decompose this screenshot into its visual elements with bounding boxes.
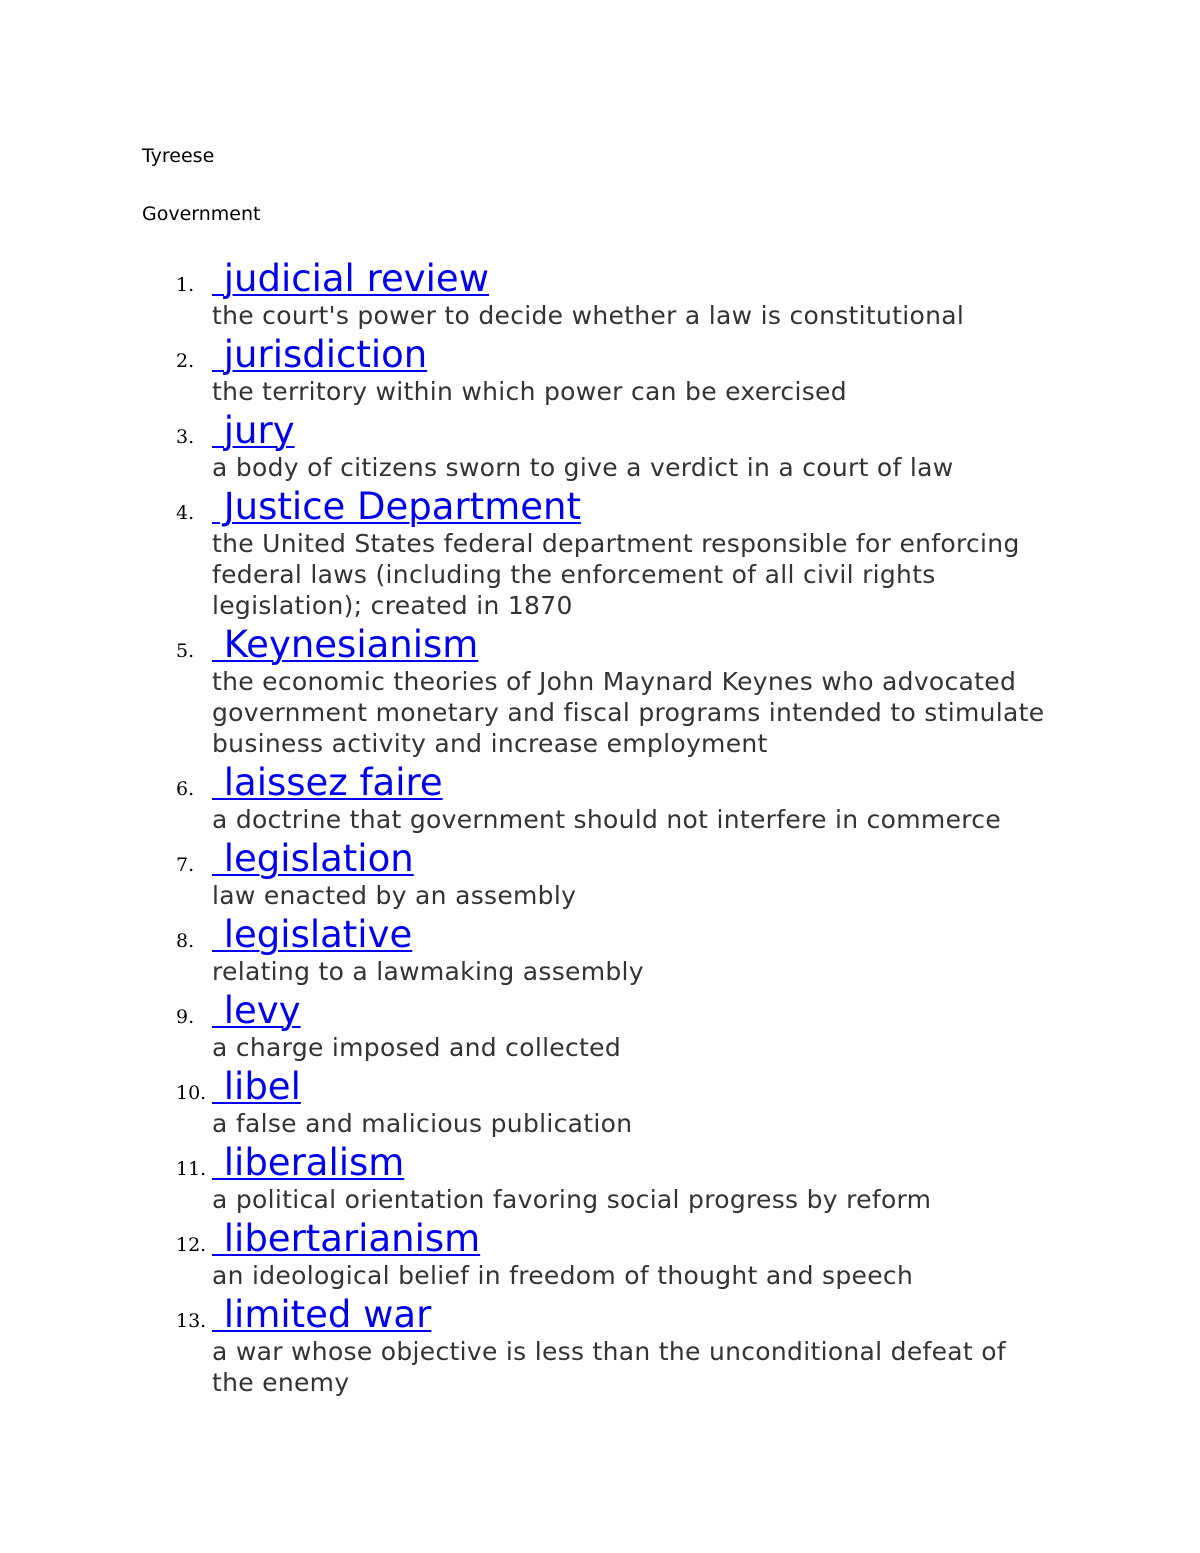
document-subject: Government	[142, 203, 261, 225]
term-definition: a charge imposed and collected	[212, 1033, 621, 1062]
term-definition: a false and malicious publication	[212, 1109, 633, 1138]
term-definition: a war whose objective is less than the unconditional defeat of the enemy	[212, 1337, 1006, 1397]
list-item	[0, 1141, 1052, 1215]
item-number: 6.	[176, 778, 195, 800]
item-number: 8.	[176, 930, 195, 952]
term-link-judicial-review[interactable]: judicial review	[212, 257, 489, 300]
item-number: 3.	[176, 426, 195, 448]
term-link-laissez-faire[interactable]: laissez faire	[212, 761, 443, 804]
term-list	[0, 257, 1200, 1400]
list-item	[0, 257, 1052, 331]
list-item	[0, 1293, 1052, 1398]
list-item	[0, 623, 1052, 759]
list-item	[0, 485, 1052, 621]
term-definition: a political orientation favoring social progress by reform	[212, 1185, 932, 1214]
item-number: 9.	[176, 1006, 195, 1028]
student-name: Tyreese	[142, 145, 215, 167]
term-link-legislative[interactable]: legislative	[212, 913, 413, 956]
term-definition: an ideological belief in freedom of thought and speech	[212, 1261, 914, 1290]
term-link-liberalism[interactable]: liberalism	[212, 1141, 405, 1184]
term-link-libel[interactable]: libel	[212, 1065, 301, 1108]
term-link-keynesianism[interactable]: Keynesianism	[212, 623, 479, 666]
item-number: 5.	[176, 640, 195, 662]
item-number: 12.	[176, 1234, 207, 1256]
item-number: 7.	[176, 854, 195, 876]
list-item	[0, 989, 1052, 1063]
term-definition: the economic theories of John Maynard Keynes who advocated government monetary and fiscal programs intended to stimulate business activity and increase employment	[212, 667, 1045, 758]
item-number: 2.	[176, 350, 195, 372]
term-definition: a doctrine that government should not interfere in commerce	[212, 805, 1002, 834]
item-number: 1.	[176, 274, 195, 296]
list-item	[0, 333, 1052, 407]
list-item	[0, 761, 1052, 835]
list-item	[0, 409, 1052, 483]
term-link-levy[interactable]: levy	[212, 989, 301, 1032]
term-link-legislation[interactable]: legislation	[212, 837, 414, 880]
term-link-jurisdiction[interactable]: jurisdiction	[212, 333, 428, 376]
term-link-libertarianism[interactable]: libertarianism	[212, 1217, 481, 1260]
item-number: 10.	[176, 1082, 207, 1104]
term-definition: law enacted by an assembly	[212, 881, 577, 910]
list-item	[0, 913, 1052, 987]
list-item	[0, 1217, 1052, 1291]
term-link-limited-war[interactable]: limited war	[212, 1293, 432, 1336]
list-item	[0, 837, 1052, 911]
item-number: 13.	[176, 1310, 207, 1332]
term-link-jury[interactable]: jury	[212, 409, 295, 452]
term-definition: the United States federal department responsible for enforcing federal laws (including the enforcement of all civil rights legislation); created in 1870	[212, 529, 1020, 620]
term-definition: the territory within which power can be exercised	[212, 377, 847, 406]
term-definition: a body of citizens sworn to give a verdict in a court of law	[212, 453, 954, 482]
term-definition: relating to a lawmaking assembly	[212, 957, 644, 986]
list-item	[0, 1065, 1052, 1139]
item-number: 4.	[176, 502, 195, 524]
item-number: 11.	[176, 1158, 207, 1180]
term-definition: the court's power to decide whether a law is constitutional	[212, 301, 965, 330]
term-link-justice-department[interactable]: Justice Department	[212, 485, 581, 528]
